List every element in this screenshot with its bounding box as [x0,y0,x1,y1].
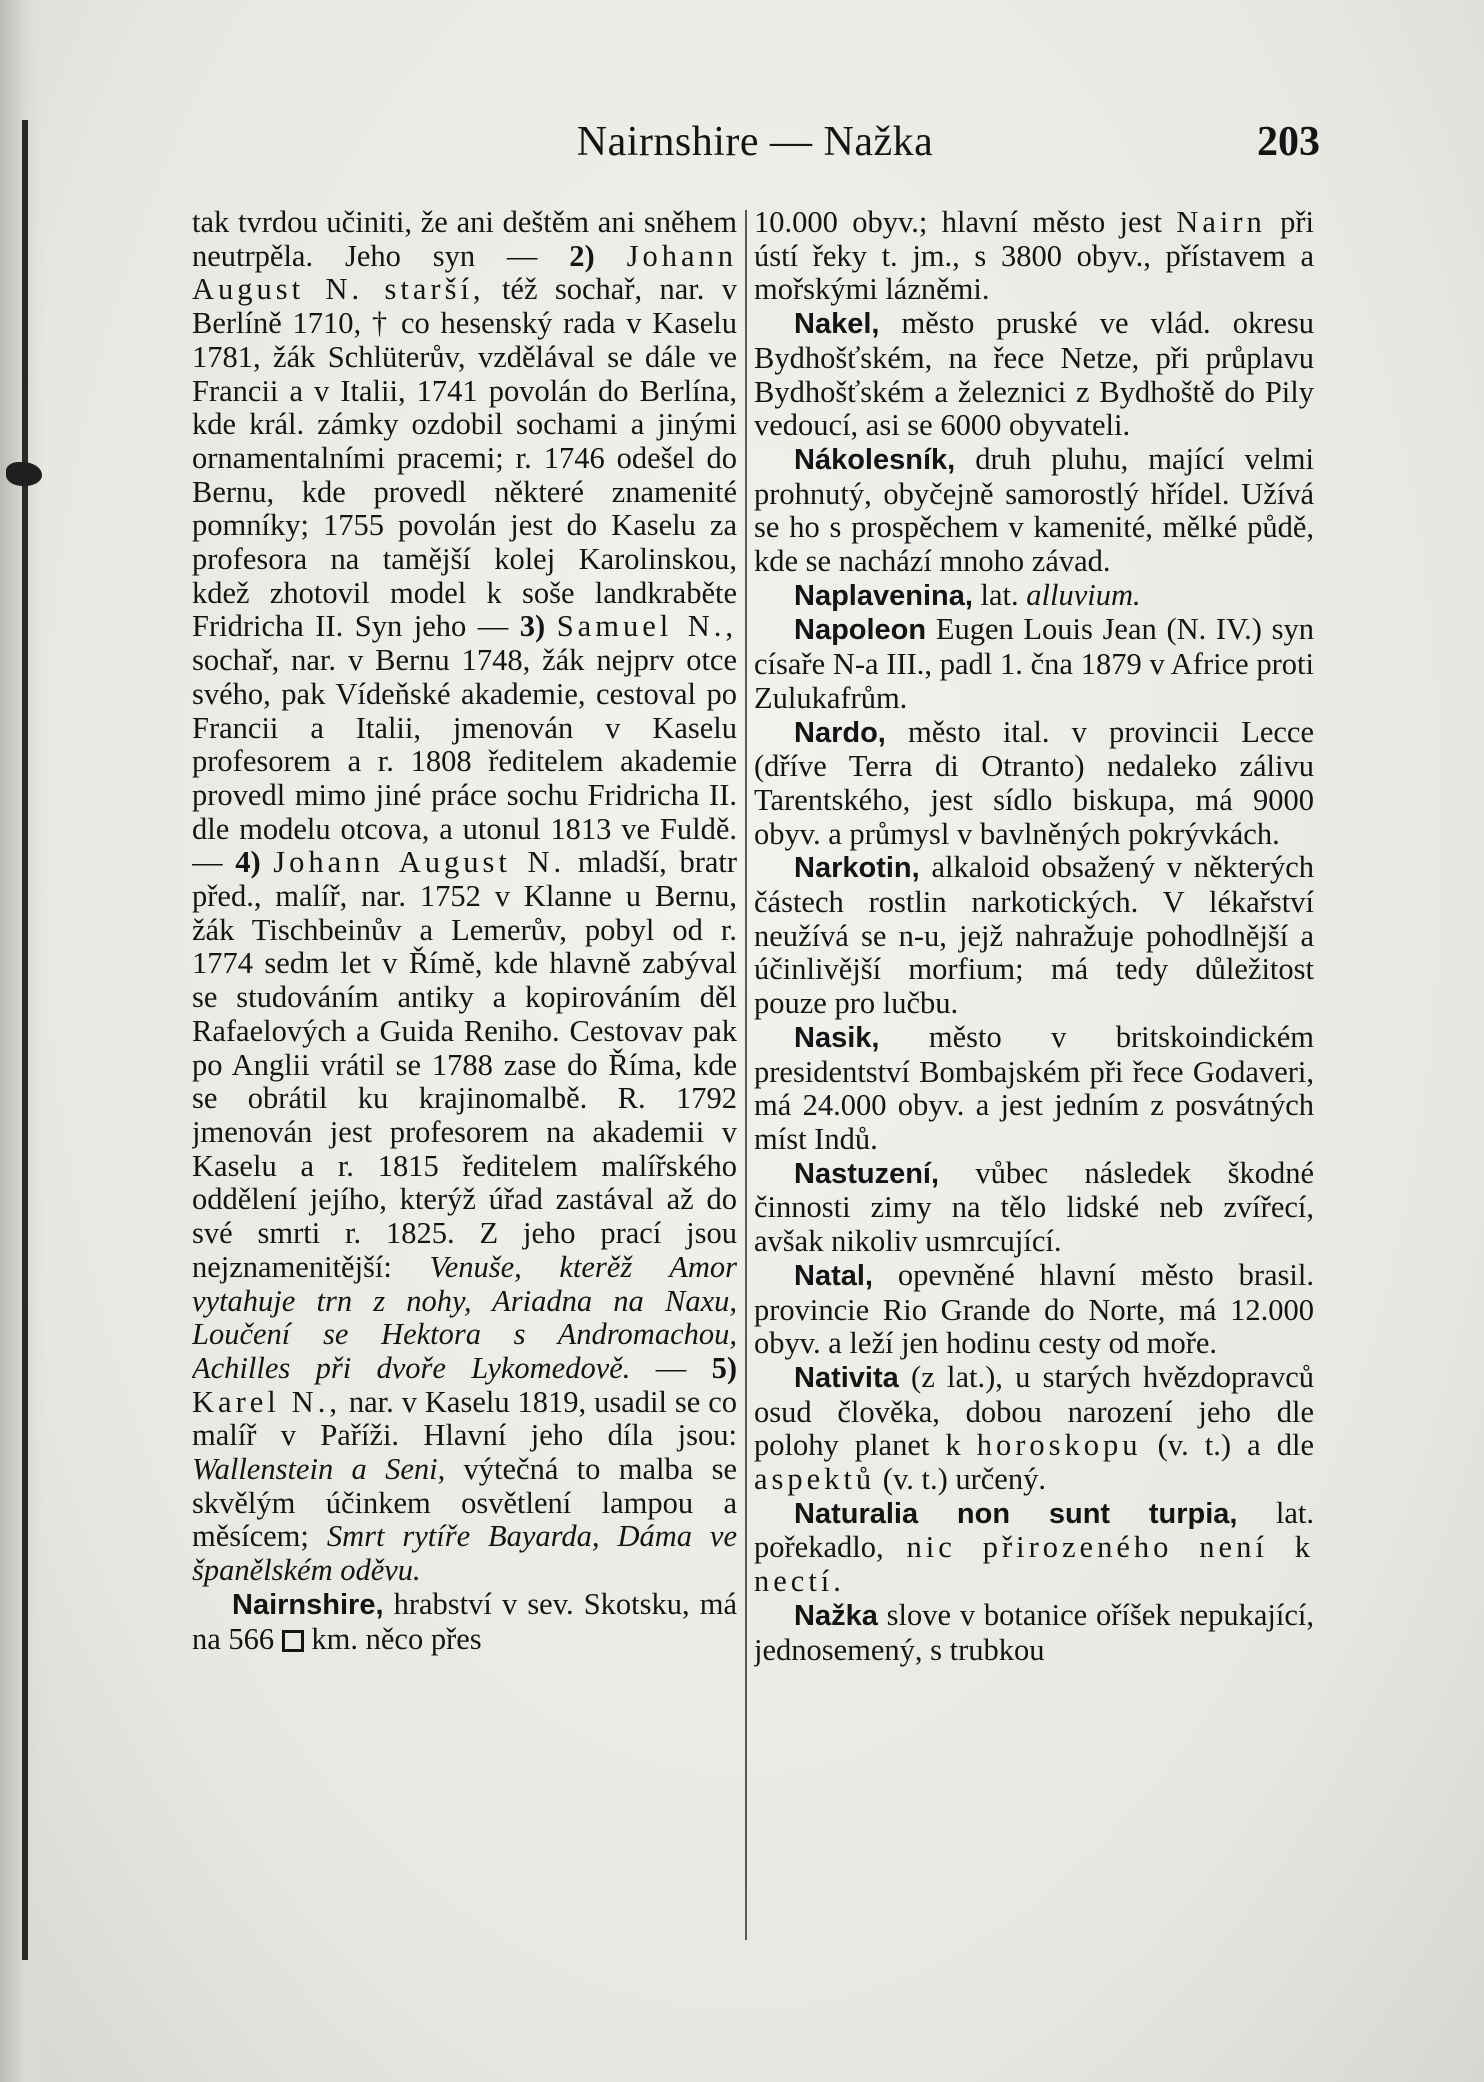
headword: Nasik, [794,1021,880,1054]
entry-nairnshire [192,1588,737,1656]
entry-naturalia [754,1497,1314,1599]
spaced-term: aspektů [754,1462,876,1497]
entry-nastuzeni [754,1157,1314,1259]
page-number: 203 [1257,119,1320,165]
entry-nardo [754,716,1314,852]
entry-nativita [754,1361,1314,1497]
entry-text: (v. t.) a dle [1157,1428,1314,1463]
left-column [192,206,737,1936]
entry-text: (v. t.) určený. [882,1462,1046,1497]
entry-text: mladší, bratr před., malíř, nar. 1752 v Klanne u Bernu, žák Tischbeinův a Lemerův, pobyl od r. 1774 sedm let v Římě, kde hlavně zabýval se studováním antiky a kopirováním děl Rafaelových a Guida Reniho. Cestovav pak po Anglii vrátil se 1788 zase do Říma, kde se obrátil ku krajinomalbě. R. 1792 jmenován jest profesorem na akademii v Kaselu a r. 1815 ředitelem malířského oddělení jejího, kterýž úřad zastával až do své smrti r. 1825. Z jeho prací jsou nejznamenitější: [192,845,737,1284]
entry-text: opevněné hlavní město brasil. provincie Rio Grande do Norte, má 12.000 obyv. a leží jen hodinu cesty od moře. [754,1257,1314,1361]
entry-text: město v britskoindickém presidentství Bombajském při řece Godaveri, má 24.000 obyv. a jest jedním z posvátných míst Indů. [754,1019,1314,1156]
headword: Napoleon [794,614,927,647]
entry-nairnshire-continuation [754,206,1314,307]
entry-nasik [754,1021,1314,1157]
entry-naehrer-continuation [192,206,737,1588]
spaced-term: nic přirozeného není k nectí. [754,1530,1314,1599]
entry-text: vůbec následek škodné činnosti zimy na tělo lidské neb zvířecí, avšak nikoliv usmrcující. [754,1155,1314,1259]
headword: Nastuzení, [794,1157,940,1190]
square-symbol-icon [282,1630,304,1652]
headword: Naplavenina, [794,579,973,612]
work-titles: Wallenstein a Seni, [192,1452,446,1487]
entry-text: město ital. v provincii Lecce (dříve Terra di Otranto) nedaleko zálivu Tarentského, jest sídlo biskupa, má 9000 obyv. a průmysl v bavlněných pokrývkách. [754,714,1314,851]
entry-napoleon [754,613,1314,715]
entry-number: 2) [569,238,595,273]
entry-narkotin [754,851,1314,1021]
work-titles: Smrt rytíře Bayarda, Dáma ve španělském oděvu. [192,1519,737,1588]
spine-edge-line [22,120,28,1960]
entry-text: alkaloid obsažený v některých částech rostlin narkotických. V lékařství neužívá se n-u, jejž nahražuje pohodlnější a účinlivější morfium; má tedy důležitost pouze pro lučbu. [754,850,1314,1021]
headword: Narkotin, [794,852,920,885]
column-divider [745,210,747,1940]
entry-number: 4) [235,845,261,880]
entry-text: km. něco přes [311,1621,482,1656]
entry-text: město pruské ve vlád. okresu Bydhošťském, na řece Netze, při průplavu Bydhošťském a železnici z Bydhoště do Pily vedoucí, asi se 6000 obyvateli. [754,306,1314,443]
entry-nazka [754,1599,1314,1667]
work-titles: Venuše, kterěž Amor vytahuje trn z nohy, Ariadna na Naxu, Loučení se Hektora s Andromachou, Achilles při dvoře Lykomedově. [192,1249,737,1385]
entry-text: při ústí řeky t. jm., s 3800 obyv., přístavem a mořskými lázněmi. [754,206,1314,307]
entry-text: Eugen Louis Jean (N. IV.) syn císaře N-a III., padl 1. čna 1879 v Africe proti Zulukafrům. [754,612,1314,715]
person-name: Samuel N., [556,609,737,644]
entry-text: 10.000 obyv.; hlavní město jest [754,206,1162,239]
person-name: Johann August N. [273,845,566,880]
header-title: Nairnshire — Nažka [576,119,934,165]
headword: Nativita [794,1361,899,1394]
entry-text: lat. pořekadlo, [754,1495,1314,1565]
person-name: Karel N., [192,1384,341,1419]
person-name: Johann August N. starší, [192,238,737,307]
entry-nakel [754,307,1314,443]
headword: Natal, [794,1259,873,1292]
right-column [754,206,1314,1936]
entry-number: 3) [519,609,546,644]
entry-text: sochař, nar. v Bernu 1748, žák nejprv otce svého, pak Vídeňské akademie, cestoval po Francii a Italii, jmenován v Kaselu profesorem a r. 1808 ředitelem akademie provedl mimo jiné práce sochu Fridricha II. dle modelu otcova, a utonul 1813 ve Fuldě. — [192,643,737,880]
running-header [190,118,1320,178]
entry-natal [754,1259,1314,1361]
spaced-term: horoskopu [976,1428,1142,1463]
headword: Nákolesník, [794,443,956,476]
headword: Nairnshire, [232,1588,384,1621]
entry-naplavenina [754,579,1314,614]
entry-text: hrabství v sev. Skotsku, má na 566 [192,1586,737,1656]
entry-text: též sochař, nar. v Berlíně 1710, † co hesenský rada v Kaselu 1781, žák Schlüterův, vzdělával se dále ve Francii a v Italii, 1741 povolán do Berlína, kde král. zámky ozdobil sochami a jinými ornamentalními pracemi; r. 1746 odešel do Bernu, kde provedl některé znamenité pomníky; 1755 povolán jest do Kaselu za profesora na tamější kolej Karolinskou, kdež zhotovil model k soše landkraběte Fridricha II. Syn jeho — [192,272,737,644]
entry-text: výtečná to malba se skvělým účinkem osvětlení lampou a měsícem; [192,1452,737,1554]
headword: Nakel, [794,308,880,341]
headword: Nardo, [794,716,886,749]
entry-text: nar. v Kaselu 1819, usadil se co malíř v Paříži. Hlavní jeho díla jsou: [192,1384,737,1453]
entry-text: druh pluhu, mající velmi prohnutý, obyčejně samorostlý hřídel. Užívá se ho s prospěchem v kamenité, mělké půdě, kde se nachází mnoho závad. [754,441,1314,579]
entry-nakolesnik [754,443,1314,579]
spine-ink-mark [6,462,42,486]
entry-text: (z lat.), u starých hvězdopravců osud člověka, dobou narození jeho dle polohy planet k [754,1359,1314,1463]
entry-text: — [655,1350,687,1385]
headword: Nažka [794,1599,878,1632]
entry-text: tak tvrdou učiniti, že ani deštěm ani sněhem neutrpěla. Jeho syn — [192,206,737,273]
entry-text: slove v botanice oříšek nepukající, jednosemený, s trubkou [754,1597,1314,1667]
headword: Naturalia non sunt turpia, [794,1497,1238,1530]
place-name: Nairn [1176,206,1266,239]
entry-text: lat. [980,577,1019,612]
latin-term: alluvium. [1026,577,1141,612]
entry-number: 5) [711,1350,737,1385]
